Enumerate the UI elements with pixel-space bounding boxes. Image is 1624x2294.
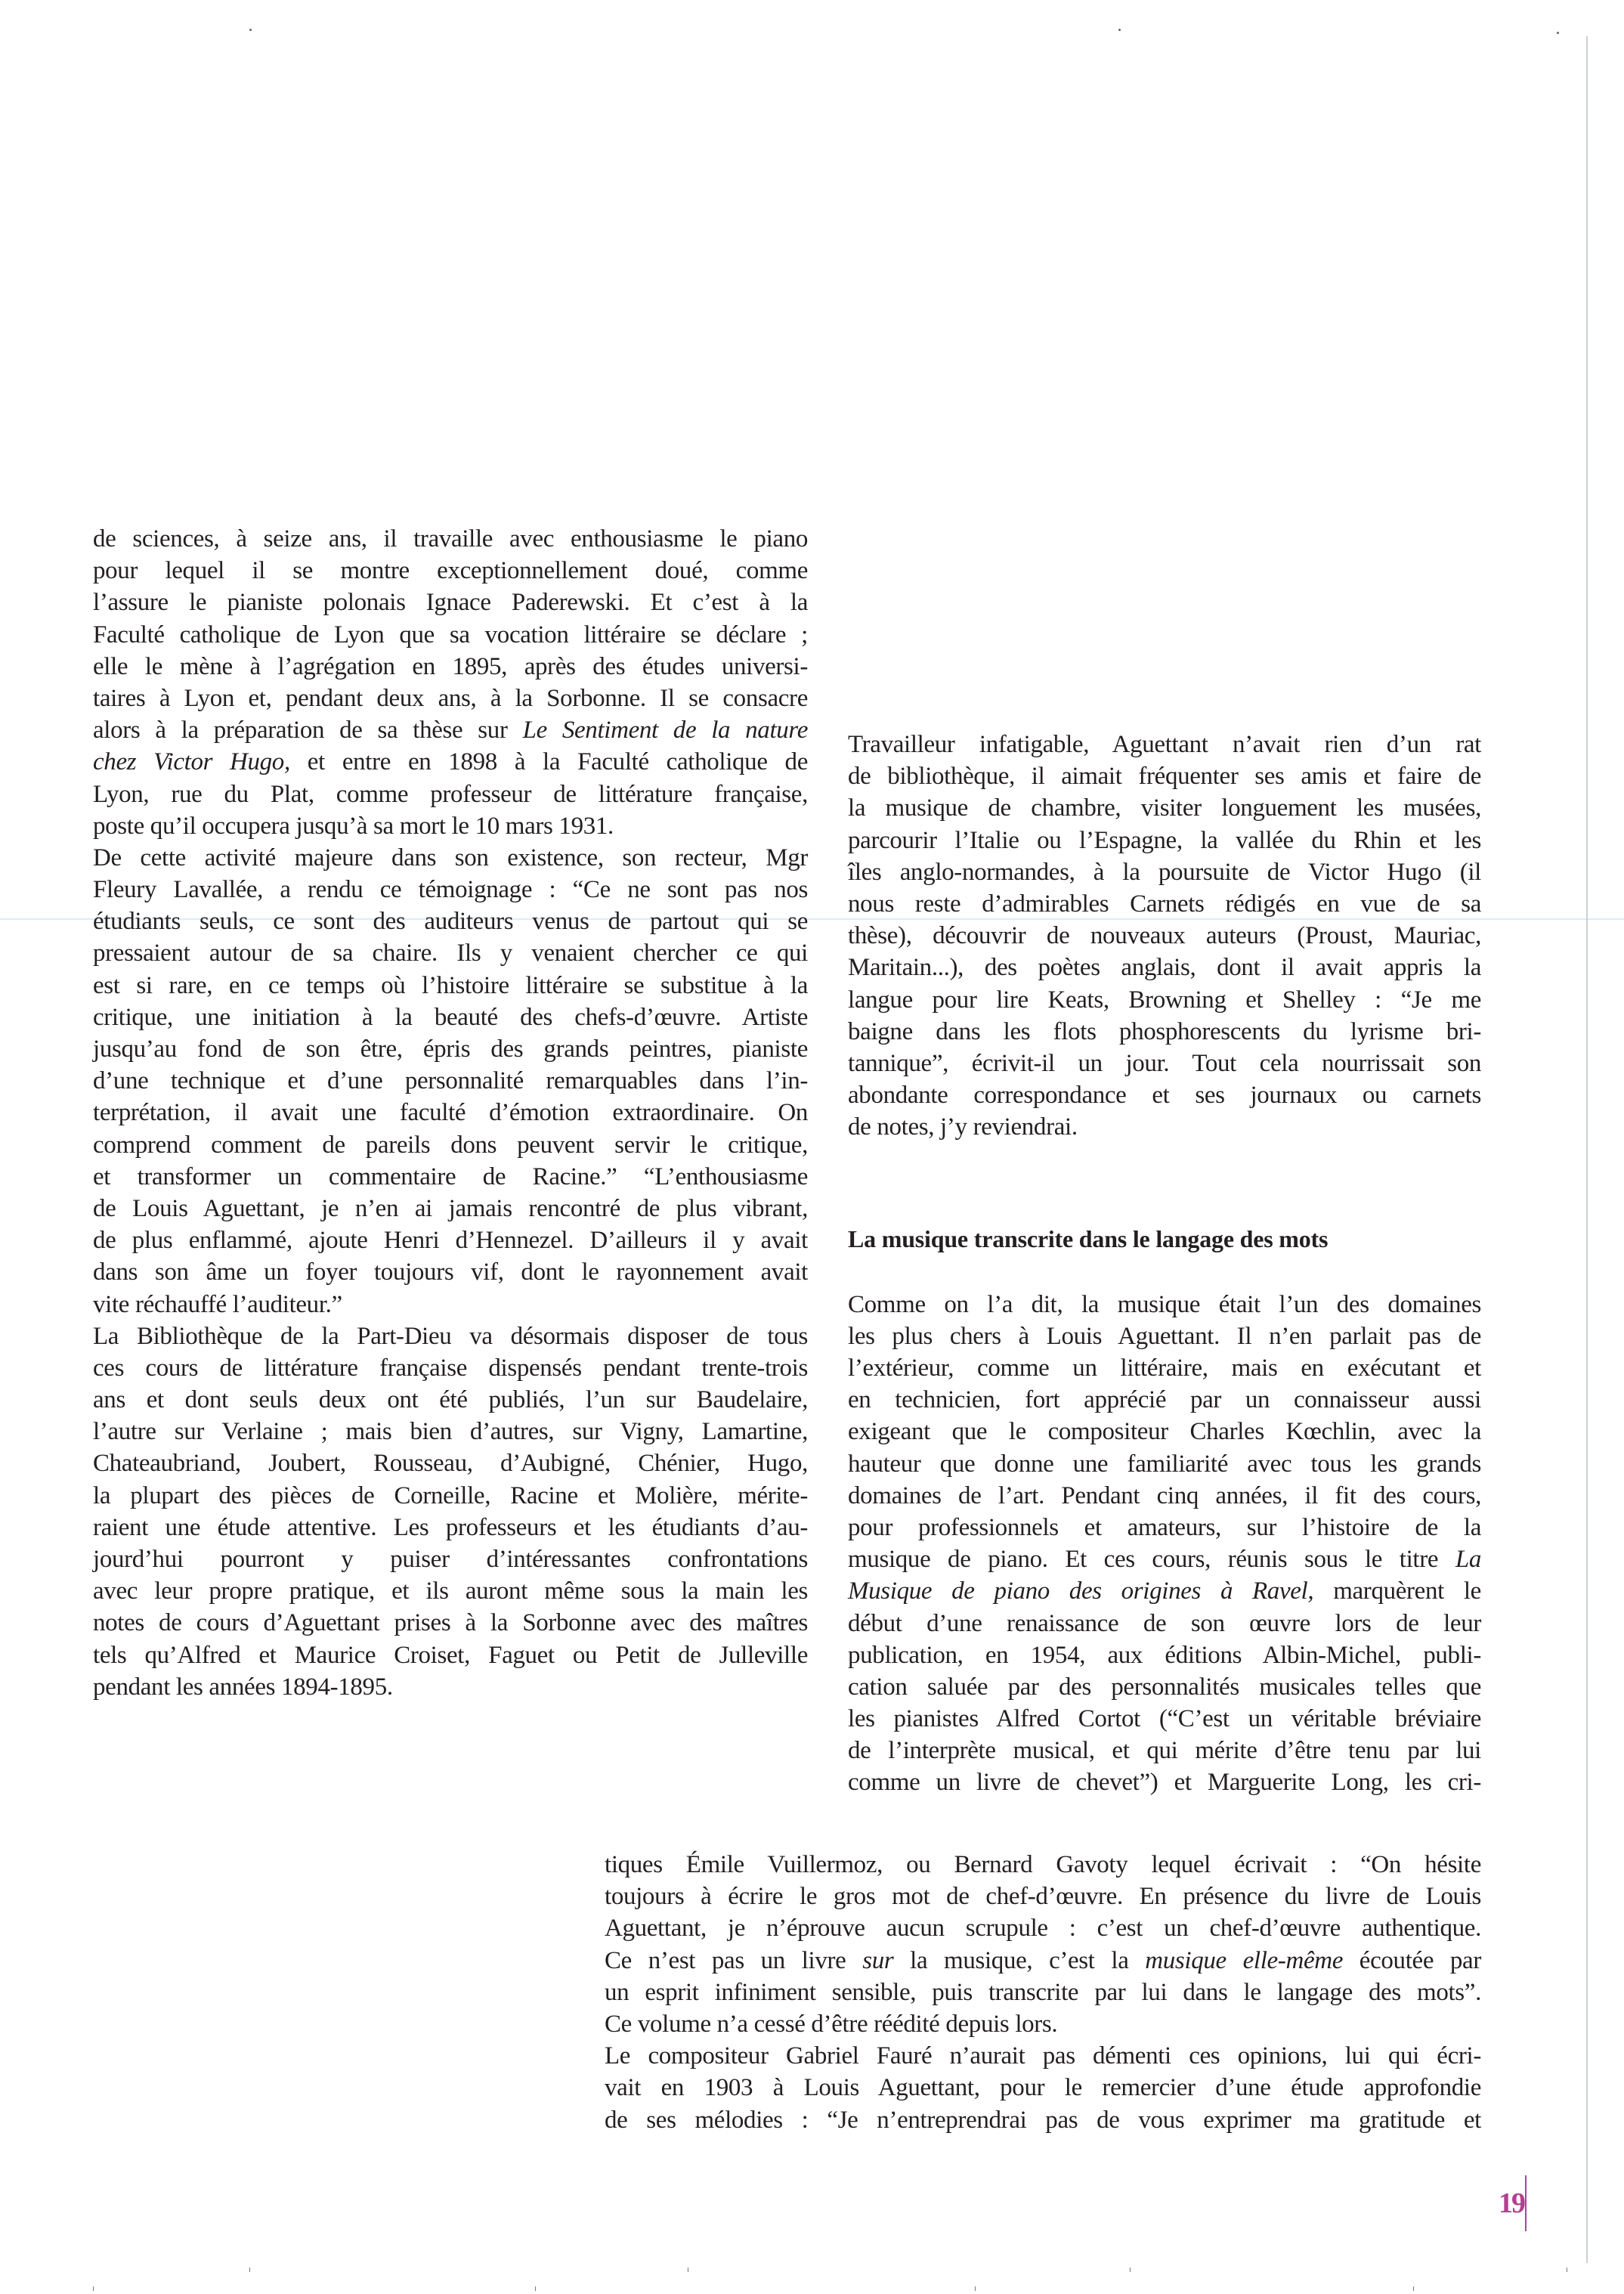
text-line: en technicien, fort apprécié par un connaisseur aussi [848, 1386, 1481, 1414]
text-line: tels qu’Alfred et Maurice Croiset, Faguet ou Petit de Julleville [93, 1641, 808, 1669]
text-line: raient une étude attentive. Les professeurs et les étudiants d’au- [93, 1513, 808, 1541]
left-text-column [93, 523, 808, 1703]
text-line: Chateaubriand, Joubert, Rousseau, d’Aubigné, Chénier, Hugo, [93, 1450, 808, 1478]
text-line: abondante correspondance et ses journaux ou carnets [848, 1082, 1481, 1110]
text-run: et entre en 1898 à la Faculté catholique de [289, 748, 809, 776]
bottom-text-block [605, 1849, 1481, 2136]
text-line-mixed [848, 1575, 1481, 1607]
crop-mark [1413, 2286, 1414, 2291]
text-line: tannique”, écrivit-il un jour. Tout cela nourrissait son [848, 1049, 1481, 1077]
page-number [1499, 2175, 1524, 2231]
book-title-italic: chez Victor Hugo, [93, 748, 290, 776]
text-line: vite réchauffé l’auditeur.” [93, 1290, 342, 1318]
section-spacer [848, 1143, 1481, 1223]
text-line: terprétation, il avait une faculté d’émotion extraordinaire. On [93, 1099, 808, 1127]
text-run: la musique, c’est la [893, 1946, 1146, 1974]
text-line: l’extérieur, comme un littéraire, mais en exécutant et [848, 1354, 1481, 1382]
text-line: Faculté catholique de Lyon que sa vocation littéraire se déclare ; [93, 621, 808, 649]
text-line: la plupart des pièces de Corneille, Racine et Molière, mérite- [93, 1481, 808, 1509]
text-line: de ses mélodies : “Je n’entreprendrai pas de vous exprimer ma gratitude et [605, 2106, 1481, 2134]
text-line: hauteur que donne une familiarité avec tous les grands [848, 1450, 1481, 1478]
text-line: notes de cours d’Aguettant prises à la Sorbonne avec des maîtres [93, 1609, 808, 1637]
text-line: vait en 1903 à Louis Aguettant, pour le remercier d’une étude approfondie [605, 2074, 1481, 2102]
text-line: Travailleur infatigable, Aguettant n’avait rien d’un rat [848, 731, 1481, 758]
page-edge-rule [1586, 36, 1588, 2263]
section-spacer [848, 1255, 1481, 1289]
text-line-mixed [848, 1543, 1481, 1575]
text-line: domaines de l’art. Pendant cinq années, il fit des cours, [848, 1481, 1481, 1509]
text-line: parcourir l’Italie ou l’Espagne, la vallée du Rhin et les [848, 826, 1481, 854]
text-line-mixed [93, 714, 808, 746]
text-line: avec leur propre pratique, et ils auront même sous la main les [93, 1577, 808, 1605]
text-line: de sciences, à seize ans, il travaille avec enthousiasme le piano [93, 525, 808, 553]
text-line: de bibliothèque, il aimait fréquenter ses amis et faire de [848, 763, 1481, 791]
text-line: Lyon, rue du Plat, comme professeur de littérature française, [93, 780, 808, 808]
text-line: de l’interprète musical, et qui mérite d’être tenu par lui [848, 1737, 1481, 1765]
page-number-text: 19 [1499, 2187, 1524, 2219]
text-line: pour professionnels et amateurs, sur l’histoire de la [848, 1513, 1481, 1541]
text-line: pressaient autour de sa chaire. Ils y venaient chercher ce qui [93, 940, 808, 967]
text-line: un esprit infiniment sensible, puis transcrite par lui dans le langage des mots”. [605, 1978, 1481, 2006]
text-line: étudiants seuls, ce sont des auditeurs venus de partout qui se [93, 908, 808, 936]
page-number-rule [1525, 2175, 1527, 2231]
text-line: nous reste d’admirables Carnets rédigés en vue de sa [848, 890, 1481, 918]
text-line: la musique de chambre, visiter longuement les musées, [848, 794, 1481, 822]
text-line: les plus chers à Louis Aguettant. Il n’en parlait pas de [848, 1322, 1481, 1350]
text-line: pour lequel il se montre exceptionnellement doué, comme [93, 557, 808, 585]
text-line: langue pour lire Keats, Browning et Shelley : “Je me [848, 986, 1481, 1014]
crop-mark [93, 2286, 94, 2291]
text-line: cation saluée par des personnalités musicales telles que [848, 1673, 1481, 1701]
text-line: ans et dont seuls deux ont été publiés, l’un sur Baudelaire, [93, 1386, 808, 1414]
text-line: jourd’hui pourront y puiser d’intéressantes confrontations [93, 1546, 808, 1573]
right-text-column [848, 729, 1481, 1799]
text-line: comme un livre de chevet”) et Marguerite Long, les cri- [848, 1769, 1481, 1797]
crop-mark [535, 2286, 536, 2291]
text-line: critique, une initiation à la beauté des chefs-d’œuvre. Artiste [93, 1003, 808, 1031]
text-line: jusqu’au fond de son être, épris des grands peintres, pianiste [93, 1036, 808, 1063]
text-line: est si rare, en ce temps où l’histoire littéraire se substitue à la [93, 971, 808, 999]
book-title-italic: La [1455, 1546, 1481, 1574]
text-line: poste qu’il occupera jusqu’à sa mort le 10 mars 1931. [93, 812, 614, 840]
text-line: exigeant que le compositeur Charles Kœchlin, avec la [848, 1418, 1481, 1446]
emphasis-italic: musique elle-même [1145, 1946, 1344, 1974]
text-line: comprend comment de pareils dons peuvent servir le critique, [93, 1131, 808, 1159]
text-line: l’assure le pianiste polonais Ignace Paderewski. Et c’est à la [93, 589, 808, 617]
text-line: de plus enflammé, ajoute Henri d’Hennezel. D’ailleurs il y avait [93, 1227, 808, 1255]
text-line: Fleury Lavallée, a rendu ce témoignage : “Ce ne sont pas nos [93, 876, 808, 904]
book-title-italic: Le Sentiment de la nature [522, 717, 808, 745]
text-line: d’une technique et d’une personnalité remarquables dans l’in- [93, 1067, 808, 1095]
text-line: les pianistes Alfred Cortot (“C’est un véritable bréviaire [848, 1705, 1481, 1733]
book-title-italic: Musique de piano des origines à Ravel, [848, 1577, 1314, 1605]
text-line: La Bibliothèque de la Part-Dieu va désormais disposer de tous [93, 1322, 808, 1350]
text-line: début d’une renaissance de son œuvre lors de leur [848, 1609, 1481, 1637]
text-line: pendant les années 1894-1895. [93, 1673, 393, 1701]
text-line-mixed [93, 746, 808, 778]
crop-mark [249, 2268, 250, 2272]
emphasis-italic: sur [862, 1946, 894, 1974]
text-run: alors à la préparation de sa thèse sur [93, 717, 508, 745]
text-line: toujours à écrire le gros mot de chef-d’œuvre. En présence du livre de Louis [605, 1883, 1481, 1911]
text-line: dans son âme un foyer toujours vif, dont le rayonnement avait [93, 1258, 808, 1286]
crop-mark [1130, 2268, 1131, 2272]
text-line: De cette activité majeure dans son existence, son recteur, Mgr [93, 844, 808, 871]
scan-dot [1557, 32, 1559, 34]
text-line: îles anglo-normandes, à la poursuite de Victor Hugo (il [848, 858, 1481, 886]
text-line: de notes, j’y reviendrai. [848, 1113, 1078, 1141]
text-run: Ce n’est pas un livre [605, 1946, 863, 1974]
text-line: baigne dans les flots phosphorescents du lyrisme bri- [848, 1017, 1481, 1045]
text-line: thèse), découvrir de nouveaux auteurs (Proust, Mauriac, [848, 922, 1481, 950]
text-line-mixed [605, 1945, 1481, 1977]
text-line: Ce volume n’a cessé d’être réédité depuis lors. [605, 2010, 1058, 2038]
text-line: de Louis Aguettant, je n’en ai jamais rencontré de plus vibrant, [93, 1194, 808, 1222]
text-line: publication, en 1954, aux éditions Albin-Michel, publi- [848, 1641, 1481, 1669]
section-heading: La musique transcrite dans le langage des mots [848, 1225, 1329, 1253]
text-run: écoutée par [1343, 1946, 1481, 1974]
text-line: elle le mène à l’agrégation en 1895, après des études universi- [93, 652, 808, 680]
text-line: Comme on l’a dit, la musique était l’un des domaines [848, 1290, 1481, 1318]
scan-dot [1118, 29, 1121, 31]
text-line: Maritain...), des poètes anglais, dont il avait appris la [848, 954, 1481, 982]
text-run: marquèrent le [1313, 1577, 1481, 1605]
crop-mark [975, 2286, 976, 2291]
text-line: Le compositeur Gabriel Fauré n’aurait pas démenti ces opinions, lui qui écri- [605, 2042, 1481, 2070]
text-line: et transformer un commentaire de Racine.” “L’enthousiasme [93, 1162, 808, 1190]
text-line: Aguettant, je n’éprouve aucun scrupule : c’est un chef-d’œuvre authentique. [605, 1915, 1481, 1943]
text-run: musique de piano. Et ces cours, réunis sous le titre [848, 1546, 1439, 1574]
text-line: ces cours de littérature française dispensés pendant trente-trois [93, 1354, 808, 1382]
text-line: tiques Émile Vuillermoz, ou Bernard Gavoty lequel écrivait : “On hésite [605, 1851, 1481, 1878]
text-line: taires à Lyon et, pendant deux ans, à la Sorbonne. Il se consacre [93, 684, 808, 712]
scan-dot [249, 29, 252, 31]
text-line: l’autre sur Verlaine ; mais bien d’autres, sur Vigny, Lamartine, [93, 1418, 808, 1446]
